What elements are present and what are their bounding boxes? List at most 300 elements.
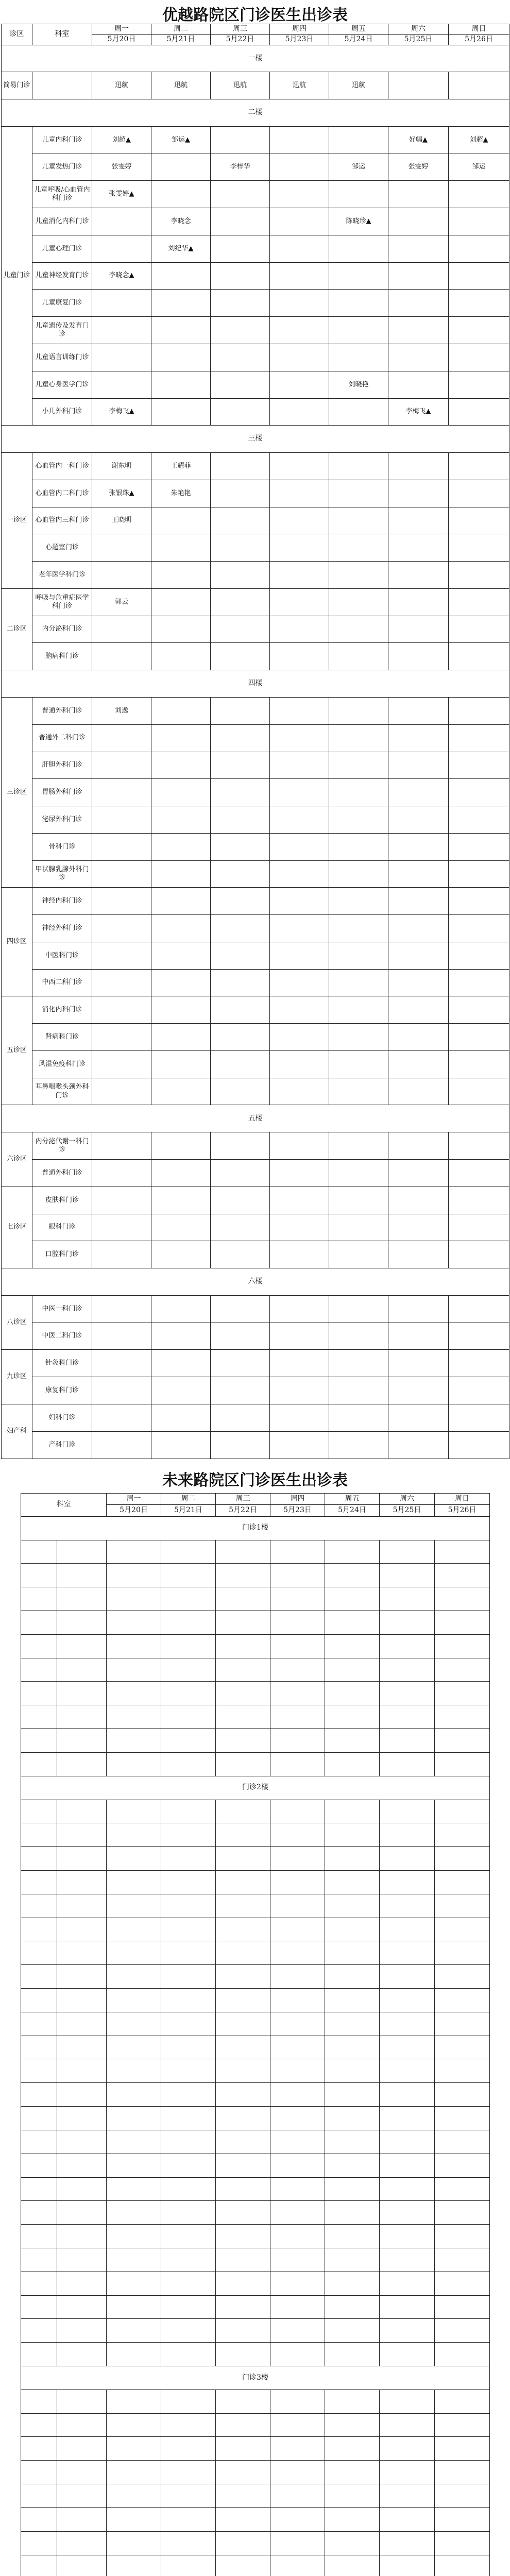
doctor-cell [216, 2154, 270, 2177]
doctor-cell [380, 2531, 435, 2555]
doctor-cell [211, 181, 270, 208]
doctor-cell [270, 480, 329, 507]
doctor-cell [270, 2507, 325, 2531]
doctor-cell [211, 969, 270, 996]
doctor-cell [211, 344, 270, 371]
doctor-cell [270, 126, 329, 154]
dept-cell [57, 2272, 107, 2295]
doctor-cell [151, 1024, 211, 1051]
dept-cell [57, 2319, 107, 2343]
header-area: 诊区 [2, 24, 32, 45]
doctor-cell [449, 643, 509, 670]
doctor-cell [270, 2107, 325, 2130]
doctor-cell [151, 1295, 211, 1323]
doctor-cell [325, 1752, 380, 1776]
area-cell [21, 1823, 57, 1847]
doctor-cell [325, 2036, 380, 2059]
doctor-cell [388, 1132, 449, 1160]
doctor-cell [151, 915, 211, 942]
doctor-cell [270, 208, 329, 235]
doctor-cell [329, 562, 388, 589]
doctor-cell [329, 697, 388, 724]
doctor-cell [107, 2413, 161, 2437]
doctor-cell [388, 562, 449, 589]
doctor-cell [161, 2225, 216, 2248]
doctor-cell [107, 1564, 161, 1587]
doctor-cell [380, 1587, 435, 1611]
dept-cell [57, 2343, 107, 2366]
doctor-cell [325, 2059, 380, 2083]
doctor-cell [151, 860, 211, 888]
dept-cell [57, 2295, 107, 2319]
dept-cell [57, 1658, 107, 1682]
doctor-cell [107, 2154, 161, 2177]
dept-cell [57, 2248, 107, 2272]
doctor-cell [216, 1870, 270, 1894]
dept-cell: 骨科门诊 [32, 833, 92, 860]
doctor-cell [325, 2437, 380, 2461]
doctor-cell [388, 208, 449, 235]
area-cell [21, 1587, 57, 1611]
doctor-cell [161, 1634, 216, 1658]
doctor-cell [161, 1587, 216, 1611]
doctor-cell: 邹运 [449, 154, 509, 181]
doctor-cell [388, 1214, 449, 1241]
area-cell [21, 2319, 57, 2343]
doctor-cell [435, 2343, 490, 2366]
doctor-cell [270, 888, 329, 915]
doctor-cell [435, 2130, 490, 2154]
doctor-cell [325, 2107, 380, 2130]
dept-cell: 针灸科门诊 [32, 1350, 92, 1377]
doctor-cell [435, 2484, 490, 2508]
area-cell [21, 2225, 57, 2248]
doctor-cell [211, 398, 270, 426]
doctor-cell [270, 1159, 329, 1187]
doctor-cell [151, 643, 211, 670]
dept-cell: 中医一科门诊 [32, 1295, 92, 1323]
dept-cell [57, 2154, 107, 2177]
area-cell [21, 2130, 57, 2154]
header-dept: 科室 [21, 1494, 107, 1517]
doctor-cell [161, 1705, 216, 1729]
doctor-cell [216, 2177, 270, 2201]
doctor-cell [161, 1800, 216, 1823]
dept-cell: 儿童心身医学门诊 [32, 371, 92, 398]
doctor-cell [449, 1323, 509, 1350]
doctor-cell [161, 2036, 216, 2059]
area-cell [21, 2201, 57, 2225]
header-weekday: 周二 [151, 24, 211, 35]
doctor-cell [161, 1564, 216, 1587]
area-cell [21, 2083, 57, 2107]
doctor-cell [216, 2012, 270, 2036]
dept-cell [57, 2107, 107, 2130]
doctor-cell [380, 2295, 435, 2319]
doctor-cell [270, 453, 329, 480]
doctor-cell [388, 235, 449, 262]
doctor-cell [107, 1658, 161, 1682]
area-cell: 三诊区 [2, 697, 32, 887]
area-cell [21, 1965, 57, 1989]
doctor-cell [270, 833, 329, 860]
doctor-cell [216, 1989, 270, 2012]
doctor-cell [92, 779, 151, 806]
dept-cell: 呼吸与危重症医学科门诊 [32, 588, 92, 616]
doctor-cell [161, 1870, 216, 1894]
doctor-cell [216, 2484, 270, 2508]
doctor-cell [380, 2319, 435, 2343]
doctor-cell [270, 398, 329, 426]
header-weekday: 周六 [380, 1494, 435, 1505]
doctor-cell [435, 1658, 490, 1682]
doctor-cell [107, 2083, 161, 2107]
doctor-cell [388, 942, 449, 969]
doctor-cell [107, 1634, 161, 1658]
doctor-cell: 好幅▲ [388, 126, 449, 154]
doctor-cell [107, 1894, 161, 1918]
doctor-cell [388, 1323, 449, 1350]
dept-cell: 神经外科门诊 [32, 915, 92, 942]
doctor-cell [435, 2389, 490, 2413]
dept-cell: 中医科门诊 [32, 942, 92, 969]
doctor-cell [449, 1132, 509, 1160]
doctor-cell [216, 1894, 270, 1918]
doctor-cell [151, 697, 211, 724]
dept-cell [57, 2059, 107, 2083]
doctor-cell [449, 1214, 509, 1241]
doctor-cell [151, 344, 211, 371]
doctor-cell [151, 317, 211, 344]
doctor-cell [216, 2507, 270, 2531]
header-date: 5月20日 [92, 35, 151, 45]
doctor-cell [161, 1540, 216, 1564]
dept-cell: 神经内科门诊 [32, 888, 92, 915]
doctor-cell: 李梓华 [211, 154, 270, 181]
doctor-cell [380, 2036, 435, 2059]
doctor-cell [107, 1823, 161, 1847]
doctor-cell [435, 2107, 490, 2130]
dept-cell: 甲状腺乳腺外科门诊 [32, 860, 92, 888]
doctor-cell: 刘超▲ [449, 126, 509, 154]
doctor-cell [107, 2225, 161, 2248]
doctor-cell [270, 1611, 325, 1635]
doctor-cell [211, 1350, 270, 1377]
doctor-cell [449, 588, 509, 616]
area-cell [21, 1752, 57, 1776]
doctor-cell [270, 2130, 325, 2154]
doctor-cell [325, 2295, 380, 2319]
dept-cell [57, 1800, 107, 1823]
doctor-cell [435, 2083, 490, 2107]
doctor-cell [380, 2461, 435, 2484]
doctor-cell [151, 1404, 211, 1431]
doctor-cell [211, 371, 270, 398]
doctor-cell [380, 2083, 435, 2107]
doctor-cell [329, 616, 388, 643]
doctor-cell [211, 996, 270, 1024]
doctor-cell [329, 942, 388, 969]
dept-cell: 胃肠外科门诊 [32, 779, 92, 806]
dept-cell [57, 2555, 107, 2576]
doctor-cell [270, 154, 329, 181]
doctor-cell [151, 969, 211, 996]
doctor-cell [270, 942, 329, 969]
doctor-cell [151, 1159, 211, 1187]
header-weekday: 周五 [325, 1494, 380, 1505]
doctor-cell: 王晓明 [92, 507, 151, 534]
doctor-cell [435, 1634, 490, 1658]
doctor-cell [388, 752, 449, 779]
doctor-cell [329, 643, 388, 670]
area-cell [21, 2507, 57, 2531]
area-cell: 简易门诊 [2, 72, 32, 99]
doctor-cell [270, 2012, 325, 2036]
doctor-cell [270, 1540, 325, 1564]
dept-cell [57, 1564, 107, 1587]
doctor-cell [388, 534, 449, 562]
doctor-cell [270, 1800, 325, 1823]
dept-cell: 心血管内三科门诊 [32, 507, 92, 534]
doctor-cell [435, 1847, 490, 1871]
doctor-cell [107, 1729, 161, 1753]
doctor-cell [380, 2177, 435, 2201]
floor-label: 一楼 [2, 45, 509, 72]
doctor-cell [435, 2248, 490, 2272]
doctor-cell [107, 2012, 161, 2036]
doctor-cell [449, 290, 509, 317]
doctor-cell [216, 2272, 270, 2295]
header-date: 5月26日 [449, 35, 509, 45]
doctor-cell [388, 588, 449, 616]
dept-cell: 康复科门诊 [32, 1377, 92, 1404]
doctor-cell [380, 1847, 435, 1871]
dept-cell: 儿童呼吸/心血管内科门诊 [32, 181, 92, 208]
doctor-cell [380, 2012, 435, 2036]
area-cell [21, 2107, 57, 2130]
doctor-cell [92, 724, 151, 752]
doctor-cell [329, 1323, 388, 1350]
doctor-cell [380, 2507, 435, 2531]
floor-label: 三楼 [2, 426, 509, 453]
dept-cell [57, 2130, 107, 2154]
doctor-cell [270, 1350, 329, 1377]
doctor-cell [388, 317, 449, 344]
dept-cell: 普通外科门诊 [32, 697, 92, 724]
doctor-cell [388, 833, 449, 860]
doctor-cell [435, 1682, 490, 1705]
doctor-cell [325, 1729, 380, 1753]
doctor-cell [161, 2059, 216, 2083]
doctor-cell [161, 2319, 216, 2343]
doctor-cell [380, 1634, 435, 1658]
doctor-cell [107, 2248, 161, 2272]
doctor-cell [151, 616, 211, 643]
doctor-cell [92, 616, 151, 643]
doctor-cell: 刘逸 [92, 697, 151, 724]
doctor-cell [435, 1800, 490, 1823]
doctor-cell [325, 2201, 380, 2225]
doctor-cell [329, 1132, 388, 1160]
doctor-cell [388, 290, 449, 317]
doctor-cell [161, 2107, 216, 2130]
doctor-cell [380, 1611, 435, 1635]
doctor-cell [211, 1132, 270, 1160]
doctor-cell [216, 2059, 270, 2083]
doctor-cell [216, 2130, 270, 2154]
dept-cell: 肾病科门诊 [32, 1024, 92, 1051]
doctor-cell [211, 1187, 270, 1214]
doctor-cell [151, 1132, 211, 1160]
doctor-cell [151, 1350, 211, 1377]
doctor-cell [107, 1587, 161, 1611]
doctor-cell [161, 2201, 216, 2225]
doctor-cell [151, 507, 211, 534]
doctor-cell [388, 643, 449, 670]
header-weekday: 周日 [449, 24, 509, 35]
doctor-cell [216, 1611, 270, 1635]
doctor-cell [449, 942, 509, 969]
area-cell [21, 2248, 57, 2272]
doctor-cell [161, 1965, 216, 1989]
doctor-cell [435, 1729, 490, 1753]
doctor-cell [211, 1377, 270, 1404]
doctor-cell [161, 2177, 216, 2201]
doctor-cell [449, 1431, 509, 1459]
doctor-cell [449, 480, 509, 507]
doctor-cell [449, 806, 509, 834]
dept-cell [57, 1989, 107, 2012]
doctor-cell [161, 2295, 216, 2319]
doctor-cell [107, 1870, 161, 1894]
doctor-cell [211, 1431, 270, 1459]
dept-cell [57, 2437, 107, 2461]
area-cell [21, 2437, 57, 2461]
doctor-cell: 张雯婷 [92, 154, 151, 181]
dept-cell [57, 2036, 107, 2059]
doctor-cell [380, 2272, 435, 2295]
header-weekday: 周三 [216, 1494, 270, 1505]
dept-cell: 儿童神经发育门诊 [32, 262, 92, 290]
doctor-cell [211, 290, 270, 317]
floor-label: 二楼 [2, 99, 509, 127]
doctor-cell [435, 2272, 490, 2295]
doctor-cell [216, 2389, 270, 2413]
doctor-cell [92, 643, 151, 670]
doctor-cell [216, 1587, 270, 1611]
doctor-cell [388, 480, 449, 507]
doctor-cell [380, 2201, 435, 2225]
doctor-cell [161, 2012, 216, 2036]
doctor-cell [270, 1295, 329, 1323]
area-cell [21, 1705, 57, 1729]
doctor-cell [107, 1800, 161, 1823]
doctor-cell [325, 1587, 380, 1611]
doctor-cell [211, 724, 270, 752]
doctor-cell [270, 2083, 325, 2107]
dept-cell: 中西二科门诊 [32, 969, 92, 996]
doctor-cell [270, 1658, 325, 1682]
doctor-cell [270, 1894, 325, 1918]
doctor-cell [270, 779, 329, 806]
dept-cell [57, 1705, 107, 1729]
doctor-cell: 迅航 [151, 72, 211, 99]
doctor-cell [449, 833, 509, 860]
dept-cell: 皮肤科门诊 [32, 1187, 92, 1214]
doctor-cell [449, 1078, 509, 1105]
area-cell [21, 2343, 57, 2366]
doctor-cell [325, 2177, 380, 2201]
area-cell: 儿童门诊 [2, 126, 32, 425]
doctor-cell [92, 562, 151, 589]
doctor-cell [211, 126, 270, 154]
doctor-cell [329, 290, 388, 317]
area-cell [21, 1634, 57, 1658]
doctor-cell [388, 1350, 449, 1377]
doctor-cell [151, 779, 211, 806]
doctor-cell [151, 806, 211, 834]
doctor-cell [270, 562, 329, 589]
doctor-cell: 刘晓艳 [329, 371, 388, 398]
doctor-cell [388, 181, 449, 208]
doctor-cell [270, 1682, 325, 1705]
doctor-cell: 迅航 [211, 72, 270, 99]
doctor-cell: 朱艳艳 [151, 480, 211, 507]
header-date: 5月24日 [329, 35, 388, 45]
doctor-cell [449, 915, 509, 942]
doctor-cell [161, 2484, 216, 2508]
doctor-cell [92, 1377, 151, 1404]
doctor-cell [449, 344, 509, 371]
doctor-cell [270, 1634, 325, 1658]
doctor-cell [211, 942, 270, 969]
doctor-cell [449, 371, 509, 398]
doctor-cell [380, 2389, 435, 2413]
area-cell: 八诊区 [2, 1295, 32, 1350]
doctor-cell: 刘纪华▲ [151, 235, 211, 262]
area-cell [21, 1870, 57, 1894]
area-cell [21, 2461, 57, 2484]
doctor-cell [161, 2555, 216, 2576]
doctor-cell [161, 1658, 216, 1682]
doctor-cell [216, 1918, 270, 1941]
doctor-cell [270, 534, 329, 562]
dept-cell: 泌尿外科门诊 [32, 806, 92, 834]
doctor-cell [92, 208, 151, 235]
doctor-cell [435, 1611, 490, 1635]
doctor-cell [270, 1941, 325, 1965]
dept-cell: 心血管内一科门诊 [32, 453, 92, 480]
doctor-cell [216, 1682, 270, 1705]
doctor-cell [92, 290, 151, 317]
doctor-cell [449, 616, 509, 643]
doctor-cell [435, 2225, 490, 2248]
doctor-cell [325, 1800, 380, 1823]
doctor-cell [449, 752, 509, 779]
doctor-cell [325, 1989, 380, 2012]
doctor-cell [216, 1634, 270, 1658]
doctor-cell [325, 2389, 380, 2413]
dept-cell [57, 1587, 107, 1611]
doctor-cell [151, 534, 211, 562]
area-cell: 五诊区 [2, 996, 32, 1105]
doctor-cell [449, 72, 509, 99]
dept-cell [57, 2012, 107, 2036]
doctor-cell [270, 860, 329, 888]
doctor-cell [329, 806, 388, 834]
doctor-cell [325, 2413, 380, 2437]
dept-cell [57, 2225, 107, 2248]
